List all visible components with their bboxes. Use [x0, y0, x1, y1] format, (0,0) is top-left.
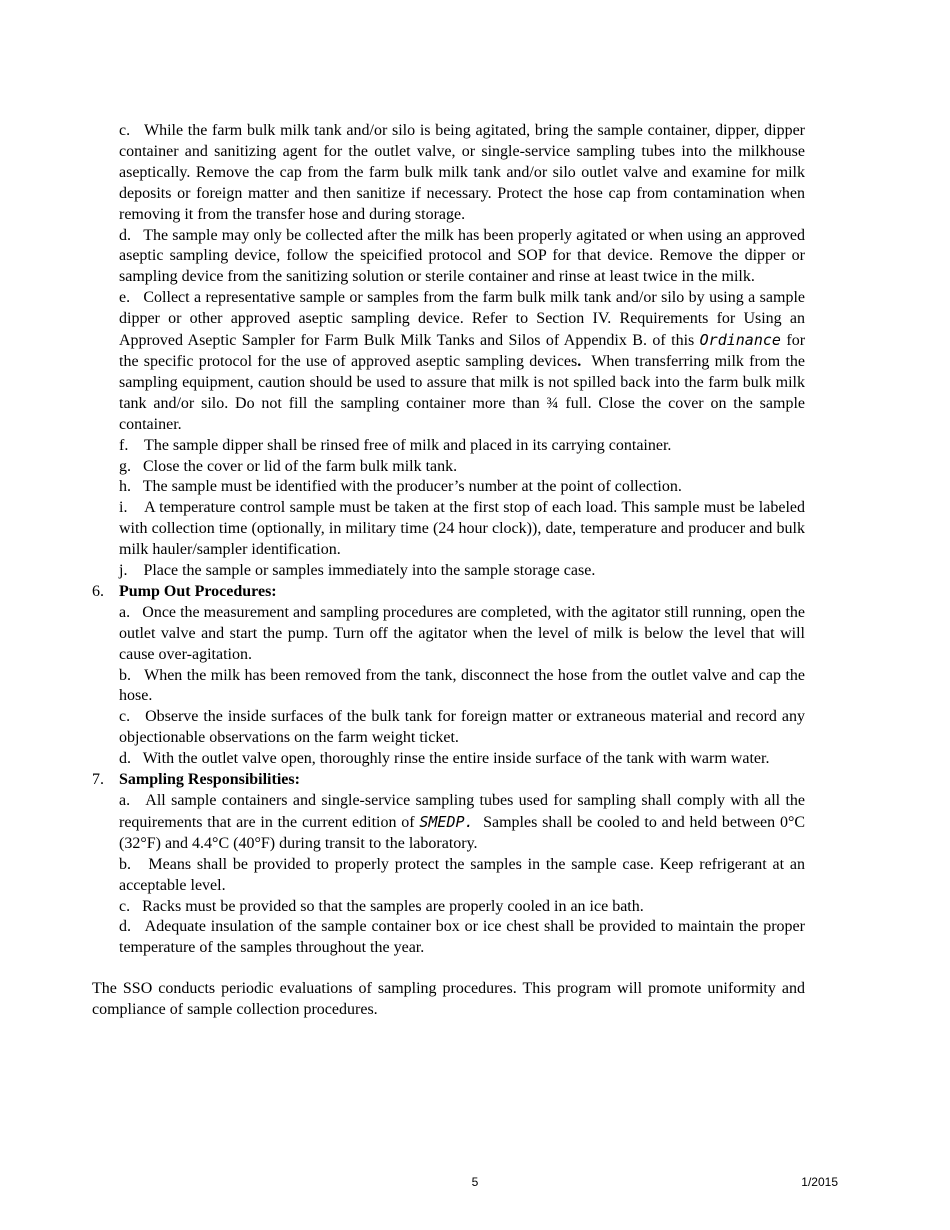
item-5j [119, 561, 805, 582]
item-text: Racks must be provided so that the samples are properly cooled in an ice bath. [142, 897, 644, 915]
item-text: The sample must be identified with the producer’s number at the point of collection. [142, 478, 682, 496]
item-label: e. [119, 289, 131, 307]
item-label: b. [119, 855, 131, 873]
item-text: Collect a representative sample or samples from the farm bulk milk tank and/or silo by using a sample dipper or other approved aseptic sampling device. Refer to Section IV. Requirements for Using an Approved Aseptic Sampler for Farm Bulk Milk Tanks and Silos of Appendix B. of this [119, 289, 806, 350]
item-label: b. [119, 666, 131, 684]
item-text: Close the cover or lid of the farm bulk milk tank. [143, 457, 458, 475]
item-text: Adequate insulation of the sample container box or ice chest shall be provided to maintain the proper temperature of the samples throughout the year. [119, 918, 805, 957]
item-text: for the specific protocol for the use of approved aseptic sampling devices [119, 332, 806, 370]
item-text: While the farm bulk milk tank and/or silo is being agitated, bring the sample container, dipper, dipper container and sanitizing agent for the outlet valve, or single-service sampling tubes into the milkhouse aseptically. Remove the cap from the farm bulk milk tank and/or silo outlet valve and examine for milk deposits or foreign matter and then sanitize if necessary. Protect the hose cap from contamination when removing it from the transfer hose and during storage. [119, 122, 806, 223]
item-7d [119, 917, 805, 959]
item-5e [119, 288, 805, 435]
item-text: Samples shall be cooled to and held between 0°C (32°F) and 4.4°C (40°F) during transit to the laboratory. [119, 813, 806, 852]
ordinance-reference: Ordinance [699, 331, 781, 350]
item-label: c. [119, 122, 131, 139]
section-7-heading [92, 770, 805, 791]
section-number: 6. [92, 582, 104, 600]
section-heading: Sampling Responsibilities: [119, 771, 300, 789]
item-label: c. [119, 708, 131, 726]
page-number: 5 [471, 1175, 479, 1189]
item-text: Observe the inside surfaces of the bulk tank for foreign matter or extraneous material and record any objectionable observations on the farm weight ticket. [119, 708, 805, 747]
revision-date: 1/2015 [801, 1175, 838, 1189]
item-label: d. [119, 918, 131, 936]
item-label: a. [119, 603, 131, 621]
item-5c [119, 121, 805, 226]
item-text: All sample containers and single-service sampling tubes used for sampling shall comply with all the requirements that are in the current edition of [119, 792, 806, 831]
item-label: d. [119, 226, 131, 244]
smedp-reference: SMEDP. [419, 812, 474, 831]
item-label: i. [119, 499, 128, 517]
item-label: d. [119, 750, 131, 768]
item-label: c. [119, 897, 131, 915]
section-6-heading [92, 582, 805, 603]
item-label: g. [119, 457, 131, 475]
item-7a [119, 791, 805, 855]
item-5d [119, 226, 805, 289]
item-label: j. [119, 562, 128, 580]
item-6c [119, 707, 805, 749]
item-label: f. [119, 436, 129, 454]
item-text: Means shall be provided to properly protect the samples in the sample case. Keep refrigerant at an acceptable level. [119, 855, 805, 894]
section-number: 7. [92, 771, 104, 789]
item-text: Once the measurement and sampling procedures are completed, with the agitator still running, open the outlet valve and start the pump. Turn off the agitator when the level of milk is below the level that will cause over-agitation. [119, 603, 806, 663]
closing-paragraph: The SSO conducts periodic evaluations of sampling procedures. This program will promote uniformity and compliance of sample collection procedures. [92, 980, 805, 1019]
item-label: a. [119, 792, 131, 809]
item-text: With the outlet valve open, thoroughly rinse the entire inside surface of the tank with warm water. [142, 750, 770, 768]
item-text: When transferring milk from the sampling equipment, caution should be used to assure that milk is not spilled back into the farm bulk milk tank and/or silo. Do not fill the sampling container more than ¾ full. Close the cover on the sample container. [119, 352, 805, 433]
section-heading: Pump Out Procedures: [119, 582, 277, 600]
item-5f [119, 436, 805, 457]
item-5h [119, 477, 805, 498]
item-text: Place the sample or samples immediately into the sample storage case. [143, 562, 596, 580]
item-6d [119, 749, 805, 770]
item-6b [119, 666, 805, 708]
item-7b [119, 855, 805, 897]
item-text: When the milk has been removed from the tank, disconnect the hose from the outlet valve and cap the hose. [119, 666, 806, 705]
item-5i [119, 498, 805, 561]
item-7c [119, 897, 805, 918]
item-6a [119, 603, 805, 666]
item-label: h. [119, 478, 131, 496]
item-text: The sample dipper shall be rinsed free of milk and placed in its carrying container. [144, 436, 672, 454]
bold-period: . [577, 352, 582, 370]
item-text: A temperature control sample must be taken at the first stop of each load. This sample must be labeled with collection time (optionally, in military time (24 hour clock)), date, temperature and producer and bulk milk hauler/sampler identification. [119, 499, 806, 559]
item-text: The sample may only be collected after the milk has been properly agitated or when using an approved aseptic sampling device, follow the speicified protocol and SOP for that device. Remove the dipper or sampling device from the sanitizing solution or sterile container and rinse at least twice in the milk. [119, 226, 805, 286]
item-5g [119, 457, 805, 478]
document-body [92, 121, 805, 1021]
